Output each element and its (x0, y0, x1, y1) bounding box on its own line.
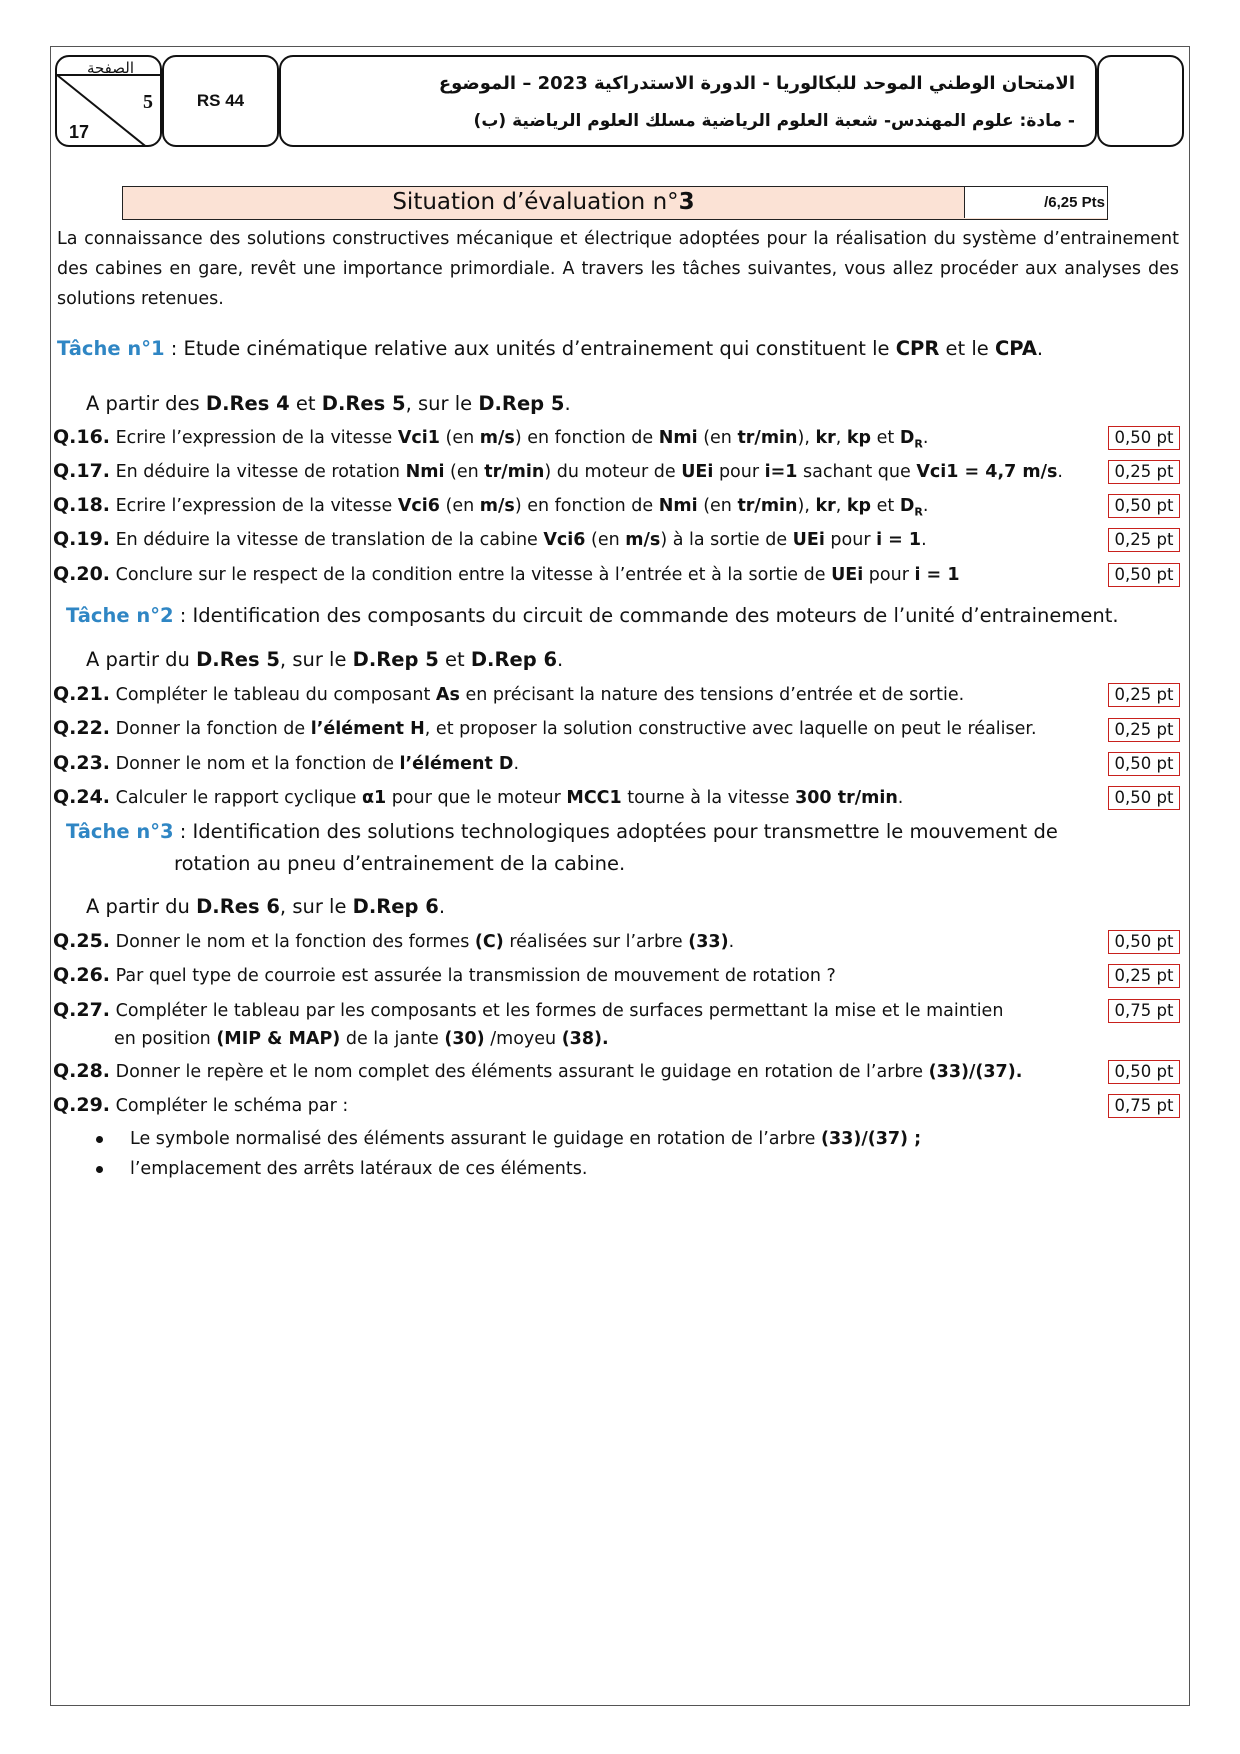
question-19: Q.19. En déduire la vitesse de translation de la cabine Vci6 (en m/s) à la sortie de UEi pour i = 1. (53, 528, 927, 550)
points-badge-q18: 0,50 pt (1108, 494, 1180, 518)
points-badge-q28: 0,50 pt (1108, 1060, 1180, 1084)
exam-code-box (162, 55, 279, 147)
bullet-list (94, 1124, 921, 1184)
question-22: Q.22. Donner la fonction de l’élément H, et proposer la solution constructive avec laquelle on peut le réaliser. (53, 717, 1037, 739)
points-badge-q19: 0,25 pt (1108, 528, 1180, 552)
points-badge-q23: 0,50 pt (1108, 752, 1180, 776)
question-26: Q.26. Par quel type de courroie est assurée la transmission de mouvement de rotation ? (53, 964, 836, 986)
list-item: l’emplacement des arrêts latéraux de ces éléments. (94, 1154, 921, 1184)
page-label: الصفحة (86, 59, 134, 77)
question-23: Q.23. Donner le nom et la fonction de l’élément D. (53, 752, 520, 774)
situation-label: Situation d’évaluation n°3 (123, 187, 965, 218)
exam-title-line2: - مادة: علوم المهندس- شعبة العلوم الرياضية مسلك العلوم الرياضية (ب) (473, 111, 1075, 131)
question-25: Q.25. Donner le nom et la fonction des formes (C) réalisées sur l’arbre (33). (53, 930, 735, 952)
situation-points: /6,25 Pts (965, 187, 1107, 218)
question-27: Q.27. Compléter le tableau par les composants et les formes de surfaces permettant la mise et le maintien en position (MIP & MAP) de la jante (30) /moyeu (38). (53, 999, 1004, 1049)
points-badge-q16: 0,50 pt (1108, 426, 1180, 450)
intro-paragraph: La connaissance des solutions constructives mécanique et électrique adoptées pour la réalisation du système d’entrainement des cabines en gare, revêt une importance primordiale. A travers les tâches suivantes, vous allez procéder aux analyses des solutions retenues. (57, 229, 1179, 309)
question-24: Q.24. Calculer le rapport cyclique α1 pour que le moteur MCC1 tourne à la vitesse 300 tr/min. (53, 786, 904, 808)
situation-banner (122, 186, 1108, 220)
task-2-source: A partir du D.Res 5, sur le D.Rep 5 et D.Rep 6. (86, 648, 564, 671)
question-28: Q.28. Donner le repère et le nom complet des éléments assurant le guidage en rotation de l’arbre (33)/(37). (53, 1060, 1023, 1082)
question-21: Q.21. Compléter le tableau du composant As en précisant la nature des tensions d’entrée et de sortie. (53, 683, 965, 705)
bullet-icon (96, 1166, 103, 1173)
points-badge-q17: 0,25 pt (1108, 460, 1180, 484)
task-1-source: A partir des D.Res 4 et D.Res 5, sur le D.Rep 5. (86, 392, 571, 415)
points-badge-q22: 0,25 pt (1108, 718, 1180, 742)
exam-title-line1: الامتحان الوطني الموحد للبكالوريا - الدورة الاستدراكية 2023 – الموضوع (438, 73, 1075, 94)
task-3-source: A partir du D.Res 6, sur le D.Rep 6. (86, 895, 446, 918)
task-1-heading: Tâche n°1 : Etude cinématique relative aux unités d’entrainement qui constituent le CPR et le CPA. (57, 337, 1044, 360)
page-total: 17 (69, 122, 90, 142)
question-29: Q.29. Compléter le schéma par : (53, 1094, 349, 1116)
points-badge-q27: 0,75 pt (1108, 999, 1180, 1023)
points-badge-q26: 0,25 pt (1108, 964, 1180, 988)
page-number: 5 (143, 91, 153, 113)
points-badge-q20: 0,50 pt (1108, 563, 1180, 587)
points-badge-q25: 0,50 pt (1108, 930, 1180, 954)
bullet-icon (96, 1136, 103, 1143)
exam-title-box (279, 55, 1097, 147)
points-badge-q24: 0,50 pt (1108, 786, 1180, 810)
question-20: Q.20. Conclure sur le respect de la condition entre la vitesse à l’entrée et à la sortie de UEi pour i = 1 (53, 563, 960, 585)
question-16: Q.16. Ecrire l’expression de la vitesse Vci1 (en m/s) en fonction de Nmi (en tr/min), kr, kp et $D_R$. (53, 426, 929, 451)
task-3-heading: Tâche n°3 : Identification des solutions technologiques adoptées pour transmettre le mouvement de rotation au pneu d’entrainement de la cabine. (66, 820, 1058, 875)
empty-header-box (1097, 55, 1184, 147)
list-item: Le symbole normalisé des éléments assurant le guidage en rotation de l’arbre (33)/(37) ; (94, 1124, 921, 1154)
exam-code: RS 44 (196, 91, 245, 110)
task-2-heading: Tâche n°2 : Identification des composants du circuit de commande des moteurs de l’unité d’entrainement. (66, 604, 1119, 627)
question-17: Q.17. En déduire la vitesse de rotation Nmi (en tr/min) du moteur de UEi pour i=1 sachant que Vci1 = 4,7 m/s. (53, 460, 1063, 482)
points-badge-q21: 0,25 pt (1108, 683, 1180, 707)
points-badge-q29: 0,75 pt (1108, 1094, 1180, 1118)
page-number-box (55, 55, 162, 147)
question-18: Q.18. Ecrire l’expression de la vitesse Vci6 (en m/s) en fonction de Nmi (en tr/min), kr, kp et $D_R$. (53, 494, 929, 519)
